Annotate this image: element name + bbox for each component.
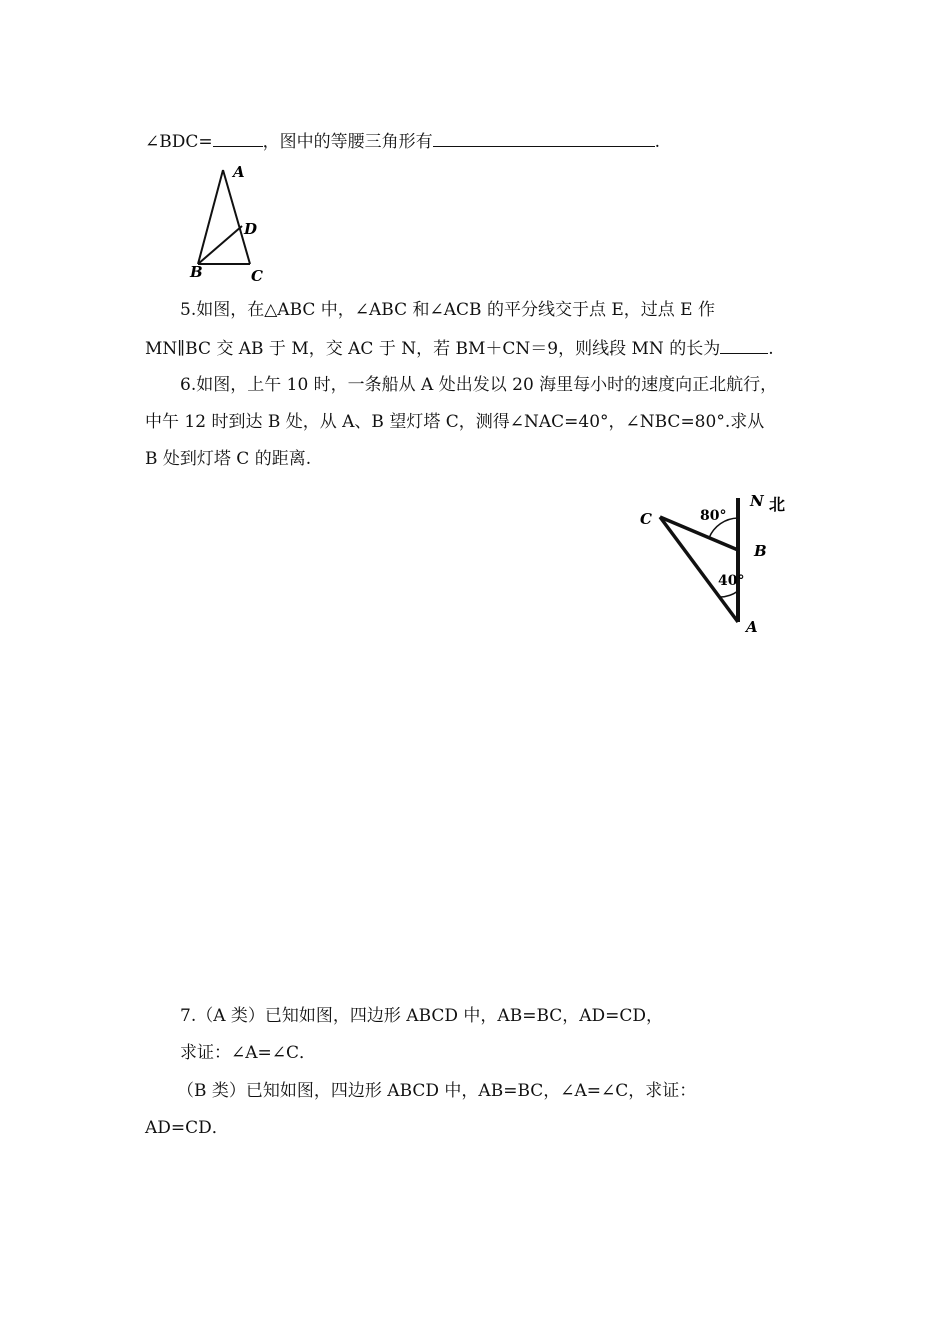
q5-line2-text: MN∥BC 交 AB 于 M，交 AC 于 N，若 BM＋CN＝9，则线段 MN 的长为 (145, 339, 721, 359)
q7-line1: 7.（A 类）已知如图，四边形 ABCD 中，AB=BC，AD=CD， (180, 1006, 664, 1026)
q6-line2: 中午 12 时到达 B 处，从 A、B 望灯塔 C，测得∠NAC=40°，∠NBC=80°.求从 (145, 412, 765, 432)
figure-lighthouse (630, 488, 810, 638)
q4-line (145, 128, 660, 154)
label-a: A (233, 163, 245, 181)
label-c: C (640, 510, 652, 528)
q4-blank-triangles (433, 128, 655, 147)
angle-arc-40 (720, 591, 738, 597)
q5-line1: 5.如图，在△ABC 中，∠ABC 和∠ACB 的平分线交于点 E，过点 E 作 (180, 300, 715, 320)
q4-prefix: ∠BDC= (145, 132, 213, 152)
label-b: B (190, 263, 203, 281)
q5-line2-end: . (768, 339, 774, 359)
label-d: D (244, 220, 258, 238)
label-n: N (750, 492, 764, 510)
q5-line2 (145, 335, 774, 361)
q4-end: . (654, 132, 661, 152)
segment-bd (198, 226, 242, 264)
q7-line3: （B 类）已知如图，四边形 ABCD 中，AB=BC，∠A=∠C，求证： (177, 1081, 697, 1101)
label-b: B (754, 542, 767, 560)
edge-ab (198, 170, 223, 264)
label-angle-40: 40° (718, 573, 745, 589)
q4-mid: ，图中的等腰三角形有 (262, 132, 433, 152)
label-north: 北 (769, 495, 786, 514)
figure-triangle-abc (180, 160, 280, 285)
label-angle-80: 80° (700, 508, 727, 524)
q7-line2: 求证：∠A=∠C． (180, 1043, 317, 1063)
label-a: A (746, 618, 758, 636)
label-c: C (251, 267, 263, 285)
q6-line3: B 处到灯塔 C 的距离. (145, 449, 312, 469)
edge-ac (223, 170, 250, 264)
q5-blank (720, 335, 768, 354)
q6-line1: 6.如图，上午 10 时，一条船从 A 处出发以 20 海里每小时的速度向正北航行， (180, 375, 778, 395)
q7-line4: AD=CD． (145, 1118, 229, 1138)
q4-blank-angle (213, 128, 263, 147)
